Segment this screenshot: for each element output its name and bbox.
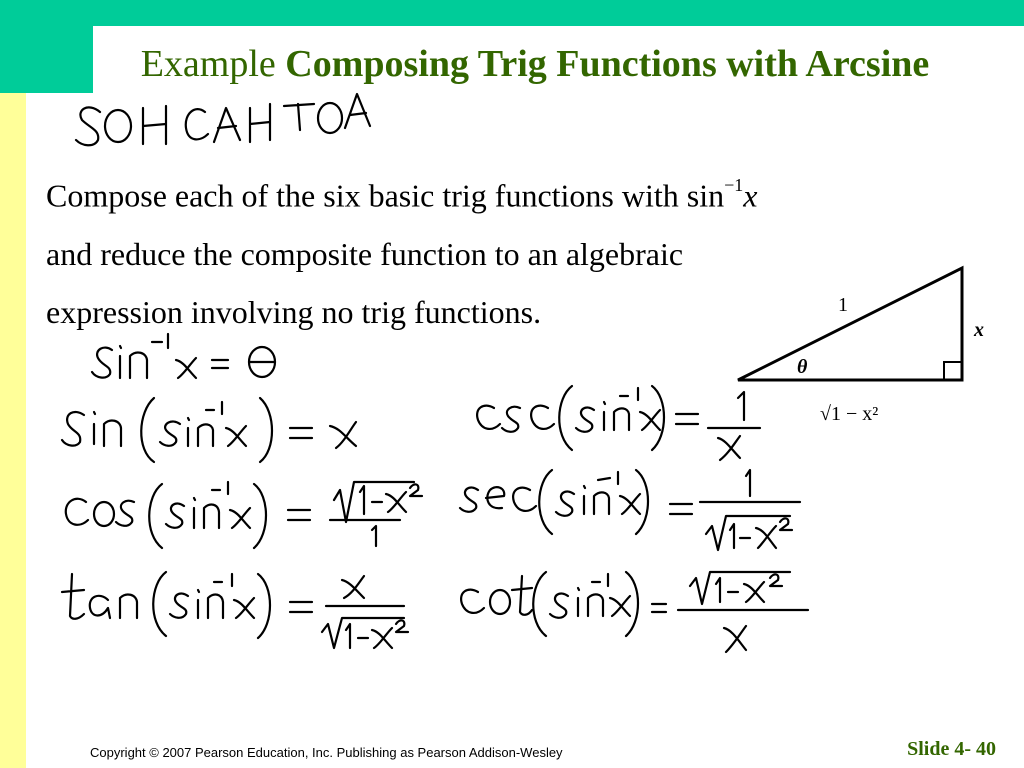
title-main: Composing Trig Functions with Arcsine: [285, 43, 930, 85]
variable-x: x: [743, 177, 758, 214]
body-line-3: expression involving no trig functions.: [46, 293, 542, 330]
handwritten-definition: [92, 334, 275, 378]
handwritten-cos-composition: [66, 482, 422, 548]
hypotenuse-label: 1: [838, 294, 848, 316]
copyright-footer: Copyright © 2007 Pearson Education, Inc. Publishing as Pearson Addison-Wesley: [90, 745, 563, 760]
handwritten-sec-composition: [460, 470, 800, 550]
inverse-superscript: −1: [724, 175, 744, 195]
slide-number: Slide 4- 40: [907, 738, 996, 760]
handwritten-sin-composition: [62, 398, 356, 462]
handwritten-csc-composition: [477, 386, 760, 460]
handwritten-tan-composition: [62, 572, 408, 648]
body-line-1-text: Compose each of the six basic trig functions with sin: [46, 177, 725, 214]
handwritten-mnemonic: [76, 94, 370, 145]
opposite-label: x: [974, 319, 984, 341]
title-prefix: Example: [140, 43, 276, 85]
body-line-2: and reduce the composite function to an algebraic: [46, 235, 684, 272]
angle-label: θ: [797, 356, 808, 378]
handwritten-cot-composition: [461, 572, 808, 652]
adjacent-label: √1 − x²: [820, 403, 879, 425]
